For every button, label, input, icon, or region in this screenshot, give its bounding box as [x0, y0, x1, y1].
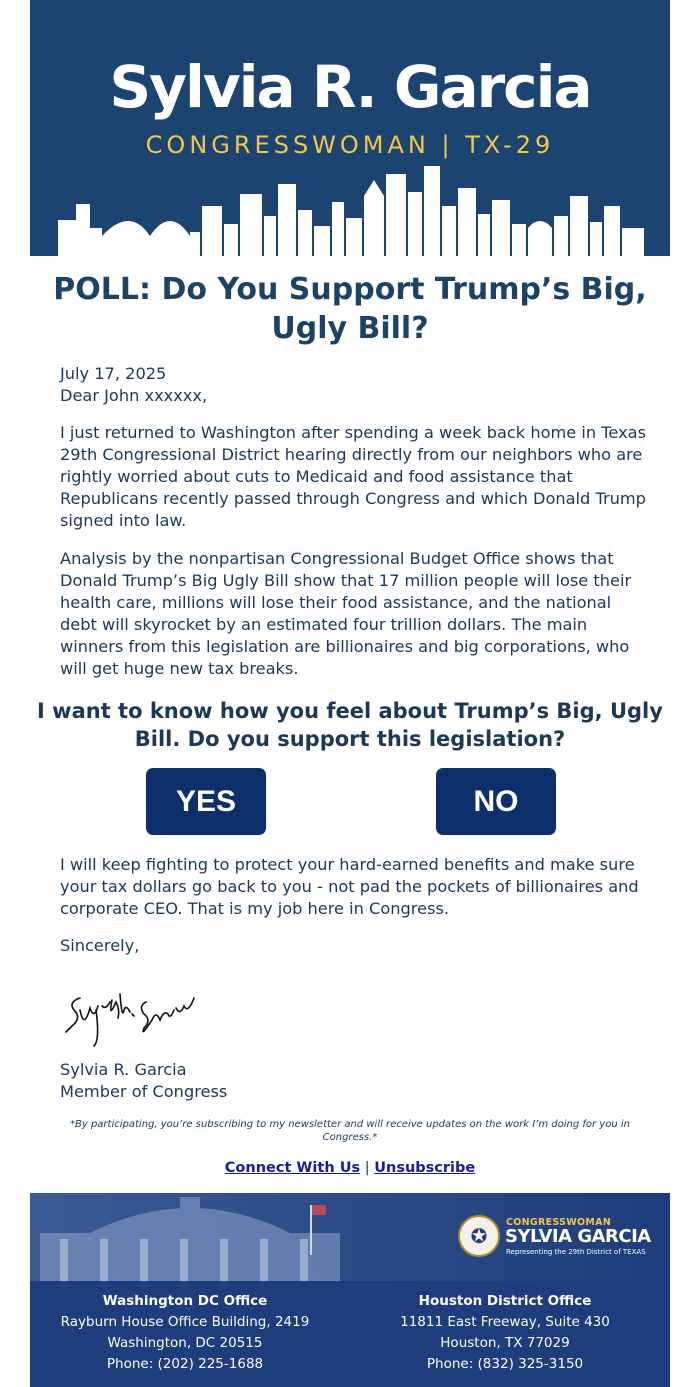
- header-banner: [30, 0, 670, 256]
- subscription-disclaimer: *By participating, you’re subscribing to my newsletter and will receive updates on the work I’m doing for you in Congress.*: [70, 1119, 630, 1143]
- no-button[interactable]: NO: [436, 768, 556, 835]
- letter-date-greeting: [60, 363, 650, 407]
- signer-name: Sylvia R. Garcia: [60, 1060, 187, 1079]
- houston-office-title: Houston District Office: [418, 1293, 592, 1309]
- congresswoman-logo: [458, 1215, 658, 1259]
- letter-date: July 17, 2025: [60, 364, 167, 383]
- footer-links: [30, 1158, 670, 1178]
- connect-link[interactable]: Connect With Us: [224, 1160, 361, 1176]
- houston-office-phone: Phone: (832) 325-3150: [426, 1356, 584, 1372]
- signer-title: Member of Congress: [60, 1082, 228, 1101]
- unsubscribe-link[interactable]: Unsubscribe: [374, 1160, 476, 1176]
- link-separator: |: [364, 1160, 370, 1176]
- letter-paragraph-1: I just returned to Washington after spending a week back home in Texas 29th Congressional District hearing directly from our neighbors who are rightly worried about cuts to Medicaid and food assistance that Republicans recently passed through Congress and which Donald Trump signed into law.: [60, 423, 647, 530]
- header-name: Sylvia R. Garcia: [109, 53, 591, 121]
- header-subtitle: CONGRESSWOMAN | TX-29: [145, 131, 555, 159]
- signer-block: [60, 1059, 650, 1103]
- yes-button[interactable]: YES: [146, 768, 266, 835]
- capitol-dome-icon: [30, 1193, 350, 1281]
- houston-office-address: 11811 East Freeway, Suite 430: [400, 1314, 610, 1330]
- letter-closing: Sincerely,: [60, 936, 140, 955]
- poll-question: I want to know how you feel about Trump’s Big, Ugly Bill. Do you support this legislation?: [37, 699, 663, 751]
- letter-greeting: Dear John xxxxxx,: [60, 386, 208, 405]
- logo-line-1: CONGRESSWOMAN: [506, 1217, 612, 1228]
- houston-office-city: Houston, TX 77029: [440, 1335, 570, 1351]
- dc-office-phone: Phone: (202) 225-1688: [106, 1356, 264, 1372]
- dc-office-city: Washington, DC 20515: [107, 1335, 263, 1351]
- letter-paragraph-2: Analysis by the nonpartisan Congressional Budget Office shows that Donald Trump’s Big Ugly Bill show that 17 million people will lose their health care, millions will lose their food assistance, and the national debt will skyrocket by an estimated four trillion dollars. The main winners from this legislation are billionaires and big corporations, who will get huge new tax breaks.: [60, 549, 632, 678]
- poll-title: POLL: Do You Support Trump’s Big, Ugly Bill?: [53, 272, 647, 346]
- logo-line-2: SYLVIA GARCIA: [505, 1226, 651, 1247]
- email-container: [30, 0, 670, 1372]
- houston-office: [355, 1291, 655, 1375]
- logo-line-3: Representing the 29th District of TEXAS: [506, 1248, 646, 1256]
- dc-office: [35, 1291, 335, 1375]
- footer: [30, 1193, 670, 1387]
- signature-icon: [60, 980, 210, 1050]
- houston-skyline-icon: [30, 166, 670, 256]
- house-seal-icon: ✪: [458, 1215, 500, 1257]
- dc-office-title: Washington DC Office: [102, 1293, 268, 1309]
- dc-office-address: Rayburn House Office Building, 2419: [60, 1314, 310, 1330]
- letter-paragraph-3: I will keep fighting to protect your hard-earned benefits and make sure your tax dollars go back to you - not pad the pockets of billionaires and corporate CEO. That is my job here in Congress.: [60, 855, 639, 918]
